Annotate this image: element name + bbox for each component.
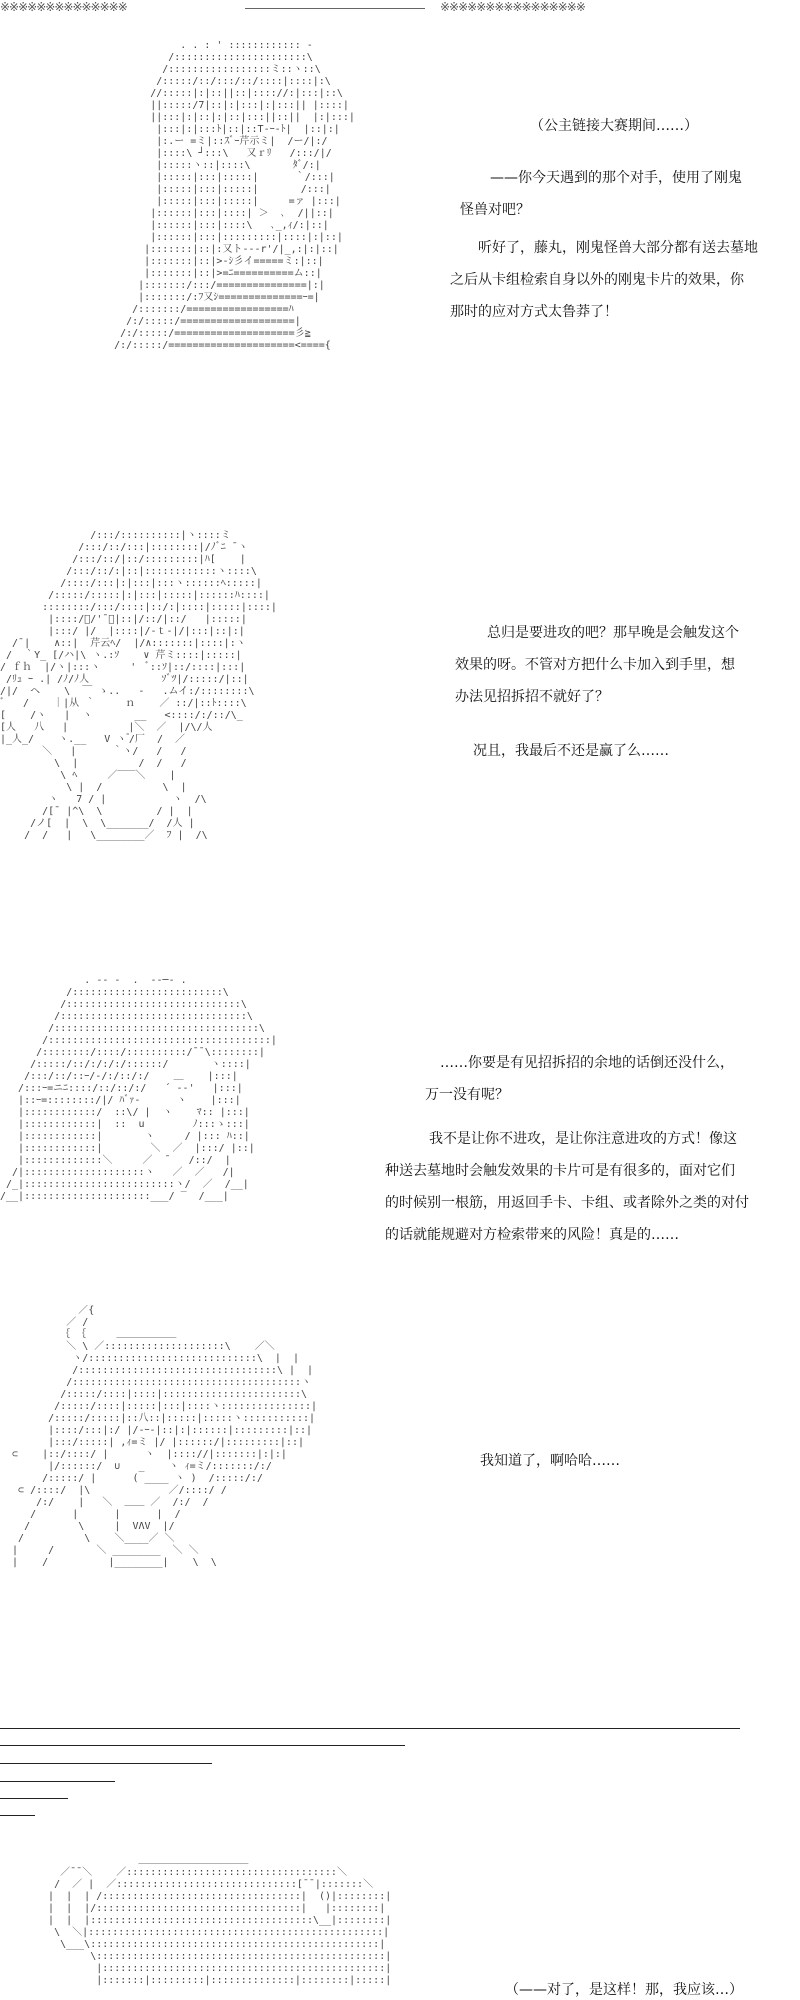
dialogue-panel-2: 总归是要进攻的吧？那早晚是会触发这个 效果的呀。不管对方把什么卡加入到手里，想 办法见招拆招不就好了？ 况且，我最后不还是赢了么…… [455, 625, 739, 759]
header-left-ornament: ※※※※※※※※※※※※※※ [0, 0, 127, 14]
dialogue-panel-1: （公主链接大赛期间……） ——你今天遇到的那个对手，使用了刚鬼 怪兽对吧？ 听好了，藤丸，刚鬼怪兽大部分都有送去墓地 之后从卡组检索自身以外的刚鬼卡片的效果，你 那时的应对方式太鲁莽了！ [450, 118, 758, 320]
divider-line-3 [0, 1763, 212, 1764]
divider-line-5 [0, 1798, 68, 1799]
header-right-ornament: ※※※※※※※※※※※※※※※※ [440, 0, 585, 14]
dialogue-panel-4: 我知道了，啊哈哈…… [480, 1453, 620, 1469]
header-rule [245, 8, 425, 9]
ascii-art-character-4: ／{ ／ / ｛ ｛ ＿＿＿＿＿＿ ＼ \ ／::::::::::::::::::::\ ／＼ ヽ/::::::::::::::::::::::::::::\ | | /:::::::::::::::::::::::::::::::::\ | | /::::::::::::::::::::::::::::::::::::::ヽ /:::::/::::|::::|:::::::::::::::::::::::\ /:::::/::::|:::::|:::|::::ヽ:::::::::::::::| /:::::/:::::|::八::|:::::|:::::ヽ:::::::::::| |::::/:::|:/ |/-ｰ-|::|:|::::::|:::::::::|::| |:::/:::::| ,ｨ=ミ |/ |::::::/|:::::::::|::| ⊂ |::/::::/ | ヽ |:::://|:::::::|:|:| |/::::::/ ∪ _ ヽ ｨ=ミ/:::::::/:/ /:::::/ | ( ____ ヽ ) /:::::/:/ ⊂ /::::/ |\ ／/::::/ / /:/ | ＼ ＿＿ ／ /:/ / / | | | / / \ | VΛV |/ / \ ＼____／ ＼ | / ＼ ________ ＼ ＼ | / |________| \ \ [12, 1305, 318, 1568]
ascii-art-character-2: /:::/::::::::::|ヽ::::ミ /:::/::/:::|::::::::|/ﾉﾞﾆ ¯ヽ /:::/::/|::/:::::::::|ﾊ[ | /:::/::/:|::|::::::::::::ヽ::::\ /::::/:::|:|:::|:::ヽ::::::ﾍ:::::| /:::::/:::::|:|:::|:::::|::::::ﾊ::::| ::::::::/:::/::::|::/:|::::|:::::|::::| |::::/ﾞ/'¯＼|::|/::/|::/ |:::::| |:::/ |/ |::::|/-ｔ-|/|:::|::|:| /¯| ∧::| 芹云ﾍ/ |/∧:::::::|::::|:ヽ / ｀Y_ [/ハ|\ ヽ.:ｿ ∨ 芹ミ::::|:::::| / ｆｈ |/ヽ|:::ヽ ' ﾞ::ｿ|::/::::|:::| /ﾘｭ ｰ .| /ﾉ/ﾉ人 ｿﾞﾂ|/:::::/|::| /|/ ヘ \ ￣ ゝ.. - .ムイ:/::::::::\ ﾞ / ｜|从 ｀ ｎ ／ ::/|::ﾄ::::\ [ /ヽ | ヽ __ <::::/:/::/\_ [人 八 | |＼ ／ |/\/人 |_人_/ ヽ.__ V ヽ ゚/厂 / ／ ＼ | ｀ヽ/ / / \ | / / / \ ﾍ ／‾‾‾＼ | \ | / \ | ヽ 7 / | ヽ /\ /[¯ |^\ \ / | | /ノ[ | \ \_______/ /人 | / / | \________／ ﾌ | /\ [0, 530, 277, 841]
divider-line-6 [0, 1815, 35, 1816]
divider-line-4 [0, 1781, 115, 1782]
ascii-art-character-5: ＿＿＿＿＿＿＿＿＿＿＿ ／¯¯＼ ／:::::::::::::::::::::::::::::::::::＼ / ／ | ／::::::::::::::::::::::::::::::[¯¯|:::::::＼ | | | /:::::::::::::::::::::::::::::::::| ()|::::::::| | | |/::::::::::::::::::::::::::::::::::| |::::::::| | | |:::::::::::::::::::::::::::::::::::::\__|::::::::| \ ＼|:::::::::::::::::::::::::::::::::::::::::::::::::| \___\::::::::::::::::::::::::::::::::::::::::::::::::| \::::::::::::::::::::::::::::::::::::::::::::::::| |:::::::::::::::::::::::::::::::::::::::::::::::| |:::::::|:::::::::|::::::::::::::|::::::::|:::::| [48, 1855, 392, 1986]
ascii-art-character-1: . . : ' :::::::::::: - /::::::::::::::::::::::\ /:::::::::::::::::ミ::ヽ::\ /:::::/::/:::/::/::::|::::|:\ //:::::|:|::||::|:::://:|:::|::\ ||:::::/7|::|:|:::|:|:::|| |::::| ||:::|:|::|:|::|:::||::|| |:|:::| |:::|:|:::ﾄ|::|::T-ｰ-ﾄ| |::|:| |:.ー =ミ|::ｽﾞｰ芹示ミ| /ー/|:/ |::::\ ┘:::\ 又ｒﾘ /:::/|/ |:::::ヽ::|::::\ ﾀﾞ/:| |:::::|:::|:::::| ｀/:::| |:::::|:::|:::::| /:::| |:::::|:::|:::::| =ァ |:::| |::::::|:::|::::| ＞ ､ /||::| |::::::|:::|::::\ ､_,ｨ/:|::| |::::::|:::|:::::::::|::::|:|::| |:::::::|::|:又ト---r'/|_,:|:|::| |:::::::|::|>-ｼ彡イ=====ミ:|::| |:::::::|::|>=ﾆ==========ム::| |:::::::/:::/===============|:| |:::::::/:ﾌ又ｼ==============ｰ=| /:::::::/=================ﾊ /:/:::::/===================| /:/:::::/====================彡≧ /:/:::::/=====================<===={ [114, 40, 355, 351]
divider-line-2 [0, 1745, 405, 1746]
dialogue-panel-3: ……你要是有见招拆招的余地的话倒还没什么， 万一没有呢？ 我不是让你不进攻，是让你注意进攻的方式！像这 种送去墓地时会触发效果的卡片可是有很多的，面对它们 的时候别一根筋，用返回手卡、卡组、或者除外之类的对付 的话就能规避对方检索带来的风险！真是的…… [385, 1055, 749, 1243]
ascii-art-character-3: . ‐‐ ‐ . ‐‐─‐ . /:::::::::::::::::::::::::\ /:::::::::::::::::::::::::::::\ /:::::::::::::::::::::::::::::::\ /::::::::::::::::::::::::::::::::::\ /:::::::::::::::::::::::::::::::::::::| /::::::::/::::/::::::::::/¯¯\::::::::| /:::::/::/:/:/:/::::::/ ヽ::::| /:::/::/::ｰ/-/:/::/:/ ＿ |:::| /:::ｰ=ニﾆ::::/::/::/:/ ´ -‐' |:::| |::ｰ=::::::::/|/ ﾊﾞｧ- ヽ |:::| |::::::::::::/ ::\/ | ヽ ﾏ:: |:::| |::::::::::::| :: u ﾉ:::ゝ:::| |::::::::::::| ヽ / |::: ﾊ::| |::::::::::::| ＼ ／ |:::/ |::| |:::::::::::::＼ ／ ¯ /::/ | /|::::::::::::::::::::ヽ ／ ／ /| /_|:::::::::::::::::::::::::ヽ/ ／ /__| /__|:::::::::::::::::::::___/ ‾ /___| [0, 975, 277, 1202]
divider-line-1 [0, 1728, 740, 1729]
dialogue-panel-5: （——对了，是这样！那，我应该…） [505, 1982, 743, 1998]
